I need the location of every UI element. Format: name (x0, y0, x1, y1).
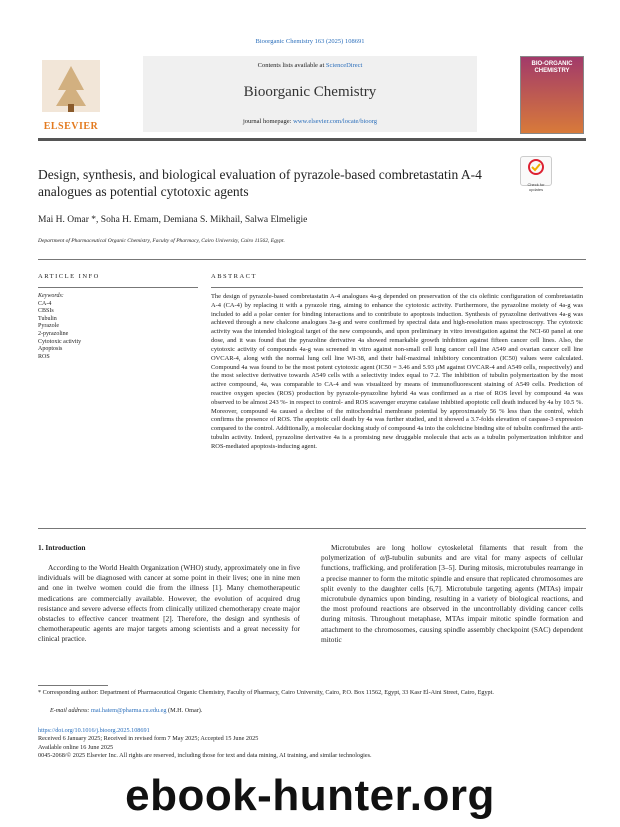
author-list: Mai H. Omar *, Soha H. Emam, Demiana S. Mikhail, Salwa Elmeligie (38, 215, 308, 225)
journal-reference[interactable]: Bioorganic Chemistry 163 (2025) 108691 (255, 38, 365, 45)
intro-right-column: Microtubules are long hollow cytoskeletal filaments that result from the polymerization of α/β-tubulin subunits and are vital for many aspects of cellular functions, trafficking, and proliferation [3–5]. During mitosis, microtubules rearrange in a precise manner to form the mitotic spindle and ensure that replicated chromosomes are split evenly to the daughter cells [6,7]. Microtubule targeting agents (MTAs) impair microtubule dynamics upon binding, resulting in a variety of biological reactions, and the most profound reactions are observed in the uncontrollably dividing cancer cells during mitosis. Throughout metaphase, MTAs impair mitotic spindle formation and attachment to the chromosomes, causing spindle assembly checkpoint (SAC) dependent mitotic (321, 543, 583, 644)
article-info-heading: ARTICLE INFO (38, 273, 100, 280)
keyword-item: Apoptosis (38, 346, 63, 353)
copyright: 0045-2068/© 2025 Elsevier Inc. All rights are reserved, including those for text and data mining, AI training, and similar technologies. (38, 751, 372, 759)
watermark-text: ebook-hunter.org (125, 771, 495, 820)
received-dates: Received 6 January 2025; Received in revised form 7 May 2025; Accepted 15 June 2025 (38, 735, 259, 743)
keyword-item: CBSIs (38, 308, 54, 315)
keyword-item: CA-4 (38, 300, 52, 307)
keyword-item: ROS (38, 353, 50, 360)
journal-title: Bioorganic Chemistry (243, 84, 377, 100)
keywords-block (38, 293, 198, 361)
check-updates-label: Check for updates (527, 182, 545, 192)
publisher-name: ELSEVIER (43, 121, 99, 132)
keyword-item: Cytotoxic activity (38, 338, 82, 345)
doi-link[interactable]: https://doi.org/10.1016/j.bioorg.2025.108691 (38, 727, 150, 734)
affiliation: Department of Pharmaceutical Organic Chemistry, Faculty of Pharmacy, Cairo University, Cairo 11562, Egypt. (38, 238, 285, 244)
divider (38, 259, 586, 260)
abstract-text: The design of pyrazole-based combretastatin A-4 analogues 4a-g depended on preservation of the cis olefinic configuration of combretastatin A-4 (CA-4) by replacing it with a pyrazole ring, aiming to enhance the cytotoxic activity. Furthermore, the pyrazoline moiety of 4a-g was included to add a polar center for binding interactions and to contribute to apoptosis induction. Synthesis of pyrazoline derivatives 4a-g was achieved through a new chalcone analogues 3a-g and were confirmed by spectral data and high-resolution mass spectroscopy. The cytotoxic activity was the intended biological target of the new compounds, and upon preliminary in vitro investigation against the NCI-60 panel at one dose, and it was found that the pyrazoline derivative 4a showed remarkable growth inhibition against fifteen cancer cell lines. Also, the cytotoxic activity of compounds 4a-g was screened in vitro against non-small cell lung cancer cell line A549 and ovarian cancer cell line OVCAR-4, along with the normal lung cell line WI-38, and their half-maximal inhibitory concentration (IC50) values were calculated. Compound 4a was found to be the most potent cytotoxic agent (IC50 = 3.46 and 5.93 μM against OVCAR-4 and A549 cells, respectively) and the most selective derivative towards A549 cells with a selectivity index equal to 7.2. The inhibition of tubulin polymerization by the most active compound, 4a, was comparable to CA-4 and was visualized by means of immunofluorescent staining of A549 cells. Prediction of reactive oxygen species (ROS) production by pyrazole-pyrazoline hybrid 4a was confirmed as a rise of ROS level by compound 4a was observed to be almost 243 %- in respect to control- and ROS scavenger enzyme catalase inhibited apoptotic cell death induced by 4a by 10.5 %. Moreover, compound 4a caused a decline of the mitochondrial membrane potential by approximately 56 % less than the control, which confirms the presence of ROS. The apoptotic cell death by 4a was further studied, and it showed a 3.7-folds elevation of caspase-3 expression compared to the control. Additionally, a molecular docking study of compound 4a into the colchicine binding site of tubulin confirmed the anti-tubulin activity. Indeed, pyrazoline derivative 4a is a promising new druggable molecule that acts as a tubulin polymerization inhibitor and ROS-mediated apoptosis-inducing agent. (211, 293, 583, 450)
available-online: Available online 16 June 2025 (38, 743, 114, 751)
check-for-updates-badge[interactable] (520, 156, 552, 192)
email-suffix: (M.H. Omar). (166, 707, 203, 714)
sciencedirect-link[interactable]: ScienceDirect (325, 62, 363, 69)
contents-prefix: Contents lists available at (257, 62, 326, 69)
homepage-prefix: journal homepage: (242, 118, 294, 125)
publication-info (38, 727, 586, 760)
cover-title: BIO-ORGANIC CHEMISTRY (531, 61, 573, 74)
divider (38, 287, 198, 288)
keyword-list (38, 301, 198, 362)
keyword-item: Tubulin (38, 315, 57, 322)
homepage-link[interactable]: www.elsevier.com/locate/bioorg (293, 118, 378, 125)
corresponding-note: * Corresponding author: Department of Pharmaceutical Organic Chemistry, Faculty of Pharmacy, Cairo University, Cairo, P.O. Box 11562, Egypt, 33 Kasr El-Aini Street, Cairo, Egypt. (38, 689, 494, 696)
email-label: E-mail address: (50, 707, 92, 714)
journal-cover-image (520, 56, 584, 134)
article-title: Design, synthesis, and biological evaluation of pyrazole-based combretastatin A-4 analogues as potential cytotoxic agents (38, 167, 482, 199)
check-updates-icon (521, 157, 551, 177)
abstract-heading: ABSTRACT (211, 273, 257, 280)
email-link[interactable]: mai.hatem@pharma.cu.edu.eg (91, 707, 167, 714)
intro-left-column: According to the World Health Organization (WHO) study, approximately one in five individuals will be diagnosed with cancer at some point in their lives; one in nine men and one in twelve women could die from the illness [1]. Many chemotherapeutic medications are commercially available. However, the evolution of acquired drug resistance and severe adverse effects from clinically utilized chemotherapy create major obstacles to effective cancer treatment [2]. Therefore, the design and synthesis of chemotherapeutic agents are major targets among scientists and a great necessity for clinical practice. (38, 563, 300, 644)
divider (38, 528, 586, 529)
keywords-label: Keywords: (38, 293, 64, 299)
contents-line (143, 62, 477, 69)
divider (211, 287, 583, 288)
keyword-item: Pyrazole (38, 323, 59, 330)
footnote-rule (38, 685, 108, 686)
header-rule (38, 138, 586, 141)
email-line (50, 707, 586, 715)
section-heading: 1. Introduction (38, 543, 86, 552)
keyword-item: 2-pyrazoline (38, 330, 69, 337)
journal-homepage (143, 118, 477, 125)
